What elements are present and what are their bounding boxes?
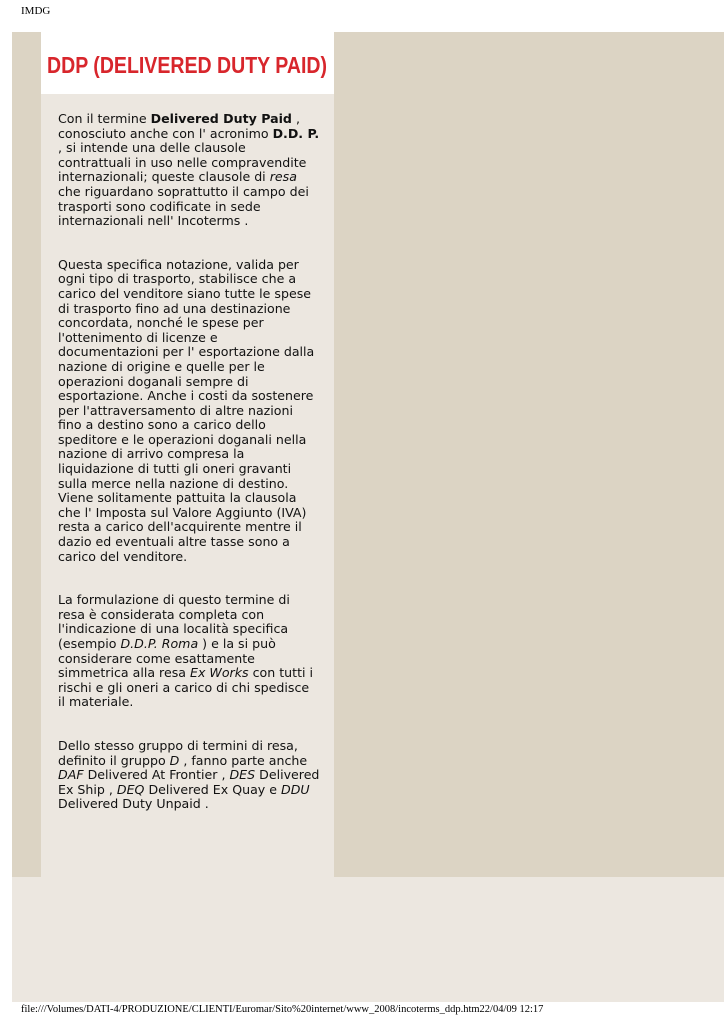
title-banner: [41, 32, 334, 94]
title-graphic: [41, 32, 334, 94]
acronym-ddp: D.D. P.: [272, 125, 320, 141]
text-span: Delivered Ex Quay e: [144, 781, 282, 797]
right-side-panel: [334, 32, 724, 877]
text-span: che riguardano soprattutto il campo dei trasporti sono codificate in sede internazionali nell' Incoterms .: [58, 183, 309, 229]
text-span: con tutti i rischi e gli oneri a carico di chi spedisce il materiale.: [58, 665, 314, 710]
text-span: , conosciuto anche con l' acronimo: [58, 111, 300, 141]
article-body: [58, 112, 320, 841]
term-resa: resa: [269, 169, 297, 185]
term-delivered-duty-paid: Delivered Duty Paid: [150, 111, 292, 126]
text-span: Con il termine: [58, 111, 151, 126]
text-span: Delivered Duty Unpaid .: [58, 796, 209, 812]
text-span: Delivered Ex Ship ,: [58, 767, 320, 797]
example-ddp-roma: D.D.P. Roma: [120, 636, 199, 651]
term-ex-works: Ex Works: [189, 665, 249, 681]
text-span: Delivered At Frontier ,: [83, 767, 230, 783]
term-daf: DAF: [58, 767, 84, 783]
print-footer-url: file:///Volumes/DATI-4/PRODUZIONE/CLIENTI/Euromar/Sito%20internet/www_2008/incoterms_ddp.htm22/04/09 12:17: [21, 1004, 544, 1015]
term-deq: DEQ: [116, 781, 145, 797]
term-des: DES: [229, 767, 256, 783]
print-header: IMDG: [21, 5, 51, 17]
paragraph-obligations: Questa specifica notazione, valida per ogni tipo di trasporto, stabilisce che a carico del venditore siano tutte le spese di trasporto fino ad una destinazione concordata, nonché le spese per l'ottenimento di licenze e documentazioni per l' esportazione dalla nazione di origine e quelle per le operazioni doganali sempre di esportazione. Anche i costi da sostenere per l'attraversamento di altre nazioni fino a destino sono a carico dello speditore e le operazioni doganali nella nazione di arrivo compresa la liquidazione di tutti gli oneri gravanti sulla merce nella nazione di destino. Viene solitamente pattuita la clausola che l' Imposta sul Valore Aggiunto (IVA) resta a carico dell'acquirente mentre il dazio ed eventuali altre tasse sono a carico del venditore.: [58, 256, 315, 564]
group-d: D: [169, 752, 180, 768]
text-span: , si intende una delle clausole contrattuali in uso nelle compravendite internazionali; queste clausole di: [58, 140, 307, 185]
page-title: DDP (DELIVERED DUTY PAID): [47, 52, 327, 78]
paragraph-group-d: [58, 739, 320, 812]
paragraph-formulation: [58, 593, 320, 710]
text-span: ) e la si può considerare come esattamente simmetrica alla resa: [58, 636, 276, 681]
text-span: Dello stesso gruppo di termini di resa, definito il gruppo: [58, 737, 298, 768]
paragraph-definition: [58, 112, 320, 229]
left-margin-strip: [12, 32, 41, 877]
term-ddu: DDU: [281, 781, 310, 797]
text-span: , fanno parte anche: [179, 752, 308, 768]
text-span: La formulazione di questo termine di resa è considerata completa con l'indicazione di una località specifica (esempio: [58, 592, 290, 651]
